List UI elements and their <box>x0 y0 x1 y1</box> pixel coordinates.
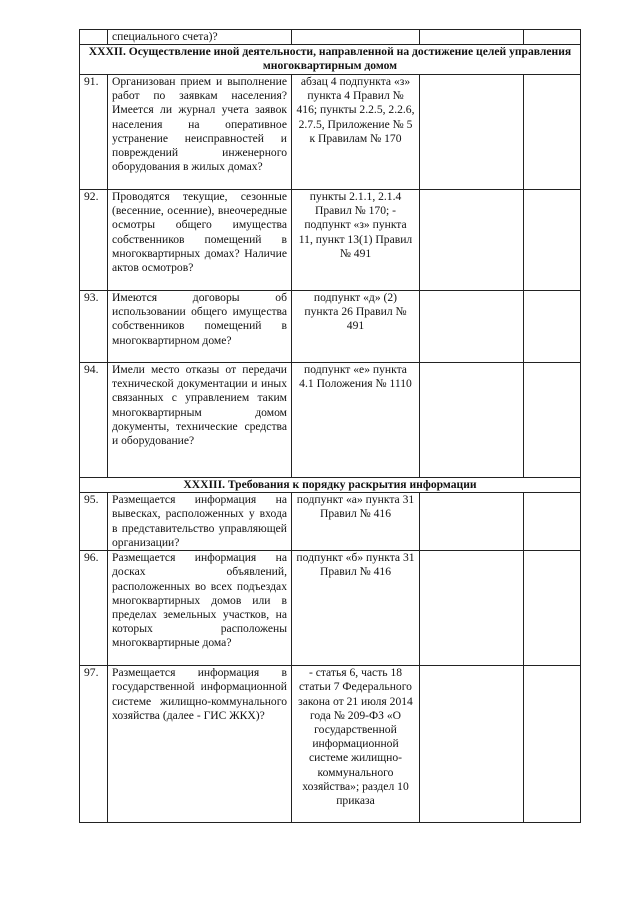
row-number: 91. <box>80 75 108 190</box>
reference-cell <box>292 30 420 45</box>
question-cell: Размещается информация на досках объявлений, расположенных во всех подъездах многоквартирных домов или в пределах земельных участков, на которых расположены многоквартирные дома? <box>108 551 292 666</box>
section-title: XXXII. Осуществление иной деятельности, направленной на достижение целей управления многоквартирным домом <box>80 45 581 75</box>
empty-cell <box>420 493 524 551</box>
table-row <box>80 30 581 45</box>
empty-cell <box>524 493 581 551</box>
table-row <box>80 493 581 551</box>
question-cell: специального счета)? <box>108 30 292 45</box>
empty-cell <box>420 666 524 823</box>
table-row <box>80 666 581 823</box>
row-number <box>80 30 108 45</box>
empty-cell <box>420 190 524 291</box>
reference-cell: абзац 4 подпункта «з» пункта 4 Правил № 416; пункты 2.2.5, 2.2.6, 2.7.5, Приложение № 5 к Правилам № 170 <box>292 75 420 190</box>
reference-cell: - статья 6, часть 18 статьи 7 Федерального закона от 21 июля 2014 года № 209-ФЗ «О государственной информационной системе жилищно-коммунального хозяйства»; раздел 10 приказа <box>292 666 420 823</box>
empty-cell <box>524 551 581 666</box>
reference-cell: пункты 2.1.1, 2.1.4 Правил № 170; - подпункт «з» пункта 11, пункт 13(1) Правил № 491 <box>292 190 420 291</box>
row-number: 97. <box>80 666 108 823</box>
empty-cell <box>420 291 524 363</box>
row-number: 93. <box>80 291 108 363</box>
section-title: XXXIII. Требования к порядку раскрытия информации <box>80 478 581 493</box>
row-number: 96. <box>80 551 108 666</box>
empty-cell <box>524 291 581 363</box>
question-cell: Имеются договоры об использовании общего имущества собственников помещений в многоквартирном доме? <box>108 291 292 363</box>
empty-cell <box>420 551 524 666</box>
question-cell: Организован прием и выполнение работ по заявкам населения? Имеется ли журнал учета заявок населения на оперативное устранение неисправностей и повреждений инженерного оборудования в жилых домах? <box>108 75 292 190</box>
table-row <box>80 551 581 666</box>
checklist-table <box>79 29 581 823</box>
reference-cell: подпункт «д» (2) пункта 26 Правил № 491 <box>292 291 420 363</box>
section-header-row <box>80 478 581 493</box>
section-header-row <box>80 45 581 75</box>
reference-cell: подпункт «е» пункта 4.1 Положения № 1110 <box>292 363 420 478</box>
empty-cell <box>524 75 581 190</box>
empty-cell <box>524 30 581 45</box>
question-cell: Имели место отказы от передачи технической документации и иных связанных с управлением таким многоквартирным домом документы, технические средства и оборудование? <box>108 363 292 478</box>
empty-cell <box>524 666 581 823</box>
empty-cell <box>524 363 581 478</box>
table-row <box>80 190 581 291</box>
table-row <box>80 75 581 190</box>
row-number: 94. <box>80 363 108 478</box>
empty-cell <box>420 30 524 45</box>
question-cell: Размещается информация на вывесках, расположенных у входа в представительство управляющей организации? <box>108 493 292 551</box>
empty-cell <box>524 190 581 291</box>
row-number: 95. <box>80 493 108 551</box>
reference-cell: подпункт «б» пункта 31 Правил № 416 <box>292 551 420 666</box>
empty-cell <box>420 75 524 190</box>
table-row <box>80 291 581 363</box>
row-number: 92. <box>80 190 108 291</box>
table-row <box>80 363 581 478</box>
reference-cell: подпункт «а» пункта 31 Правил № 416 <box>292 493 420 551</box>
empty-cell <box>420 363 524 478</box>
question-cell: Проводятся текущие, сезонные (весенние, осенние), внеочередные осмотры общего имущества собственников помещений в многоквартирных домах? Наличие актов осмотров? <box>108 190 292 291</box>
question-cell: Размещается информация в государственной информационной системе жилищно-коммунального хозяйства (далее - ГИС ЖКХ)? <box>108 666 292 823</box>
